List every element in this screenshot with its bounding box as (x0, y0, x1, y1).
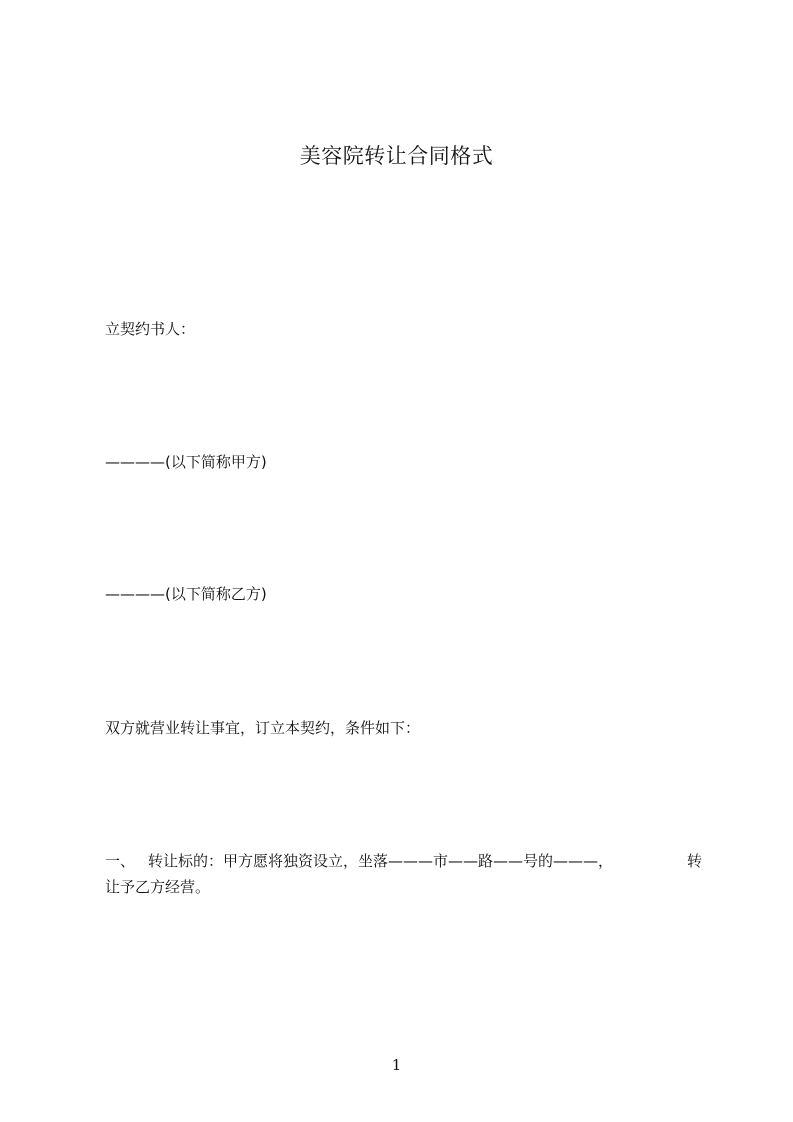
party-b-line: ————(以下简称乙方) (105, 585, 267, 603)
clause-1 (105, 848, 702, 900)
intro-paragraph: 双方就营业转让事宜，订立本契约，条件如下： (105, 719, 421, 737)
party-a-line: ————(以下简称甲方) (105, 453, 267, 471)
clause-number: 一、 (105, 852, 136, 870)
page-number: 1 (391, 1056, 402, 1074)
clause-1-text: 转让标的：甲方愿将独资设立，坐落———市——路——号的———， (148, 852, 614, 870)
signers-label: 立契约书人： (105, 320, 196, 338)
clause-1-second-line: 让予乙方经营。 (105, 878, 211, 896)
document-title: 美容院转让合同格式 (299, 144, 494, 168)
clause-1-first-line (105, 848, 702, 874)
clause-1-line-end: 转 (686, 852, 702, 870)
clause-1-body (105, 848, 613, 874)
